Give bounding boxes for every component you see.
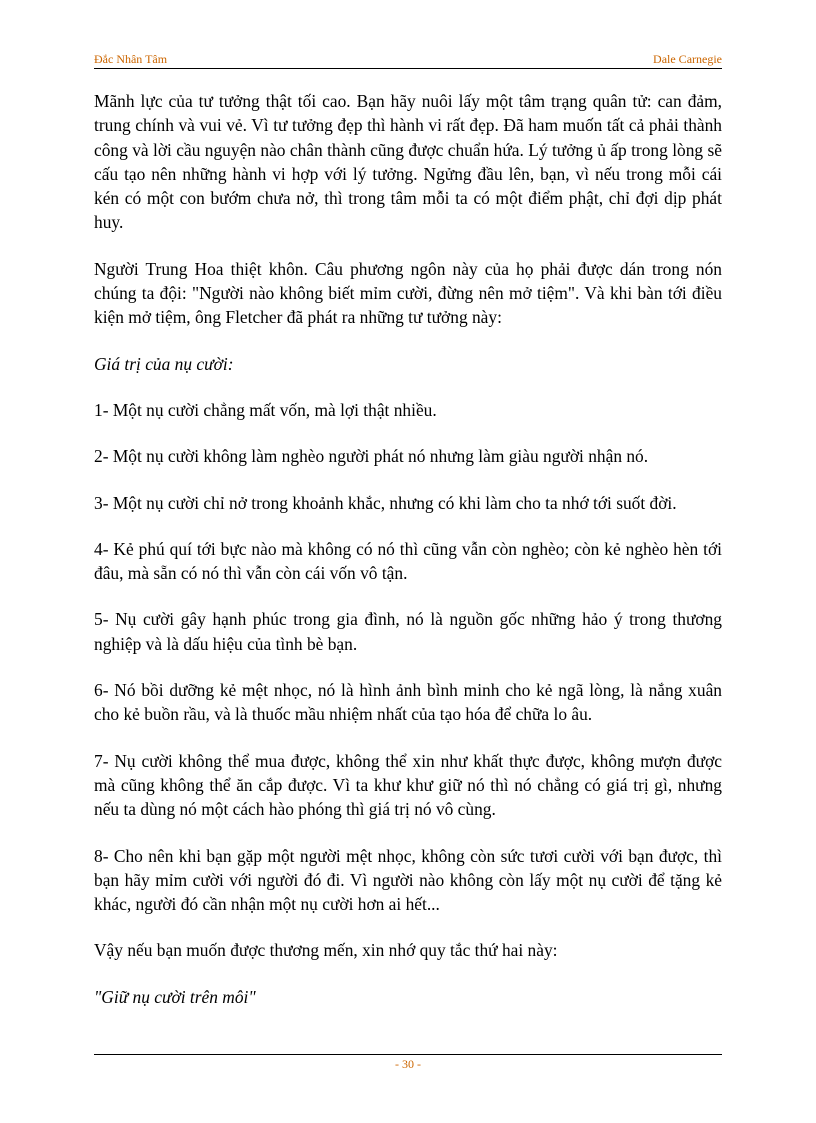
list-item-4: 4- Kẻ phú quí tới bực nào mà không có nó thì cũng vẫn còn nghèo; còn kẻ nghèo hèn tới đâu, mà sẵn có nó thì vẫn còn cái vốn vô tận. — [94, 538, 722, 584]
list-item-8: 8- Cho nên khi bạn gặp một người mệt nhọc, không còn sức tươi cười với bạn được, thì bạn hãy mỉm cười với người đó đi. Vì người nào không còn lấy một nụ cười để tặng kẻ khác, người đó cần nhận một nụ cười hơn ai hết... — [94, 845, 722, 915]
header-author: Dale Carnegie — [653, 52, 722, 66]
list-item-5: 5- Nụ cười gây hạnh phúc trong gia đình, nó là nguồn gốc những hảo ý trong thương nghiệp và là dấu hiệu của tình bè bạn. — [94, 609, 722, 654]
page-body — [94, 89, 722, 1031]
list-item-6: 6- Nó bồi dưỡng kẻ mệt nhọc, nó là hình ảnh bình minh cho kẻ ngã lòng, là nắng xuân cho kẻ buồn rầu, và là thuốc mầu nhiệm nhất của tạo hóa để chữa lo âu. — [94, 680, 722, 725]
page-header — [94, 50, 722, 69]
section-heading-smile-value: Giá trị của nụ cười: — [94, 353, 234, 374]
header-book-title: Đắc Nhân Tâm — [94, 52, 168, 66]
rule-quote: "Giữ nụ cười trên môi" — [94, 986, 256, 1007]
paragraph-chinese-proverb: Người Trung Hoa thiệt khôn. Câu phương ngôn này của họ phải được dán trong nón chúng ta đội: "Người nào không biết mỉm cười, đừng nên mở tiệm". Và khi bàn tới điều kiện mở tiệm, ông Fletcher đã phát ra những tư tưởng này: — [94, 258, 722, 328]
paragraph-rule-intro: Vậy nếu bạn muốn được thương mến, xin nhớ quy tắc thứ hai này: — [94, 940, 558, 961]
page-footer — [94, 1054, 722, 1072]
list-item-3: 3- Một nụ cười chỉ nở trong khoảnh khắc, nhưng có khi làm cho ta nhớ tới suốt đời. — [94, 492, 677, 513]
paragraph-intro: Mãnh lực của tư tưởng thật tối cao. Bạn hãy nuôi lấy một tâm trạng quân tử: can đảm, trung chính và vui vẻ. Vì tư tưởng đẹp thì hành vi rất đẹp. Đã ham muốn tất cả phải thành công và lời cầu nguyện nào chân thành cũng được chuẩn hứa. Lý tưởng ủ ấp trong lòng sẽ cấu tạo nên những hành vi hợp với lý tưởng. Ngửng đầu lên, bạn, vì nếu trong mỗi cái kén có một con bướm chưa nở, thì trong tâm mỗi ta có một điểm phật, chỉ đợi dịp phát huy. — [94, 91, 722, 233]
list-item-1: 1- Một nụ cười chẳng mất vốn, mà lợi thật nhiều. — [94, 399, 437, 420]
page-number: - 30 - — [395, 1057, 421, 1071]
list-item-2: 2- Một nụ cười không làm nghèo người phát nó nhưng làm giàu người nhận nó. — [94, 446, 649, 467]
list-item-7: 7- Nụ cười không thể mua được, không thể xin như khất thực được, không mượn được mà cũng không thể ăn cắp được. Vì ta khư khư giữ nó thì nó chẳng có giá trị gì, nhưng nếu ta dùng nó một cách hào phóng thì giá trị nó vô cùng. — [94, 750, 722, 820]
